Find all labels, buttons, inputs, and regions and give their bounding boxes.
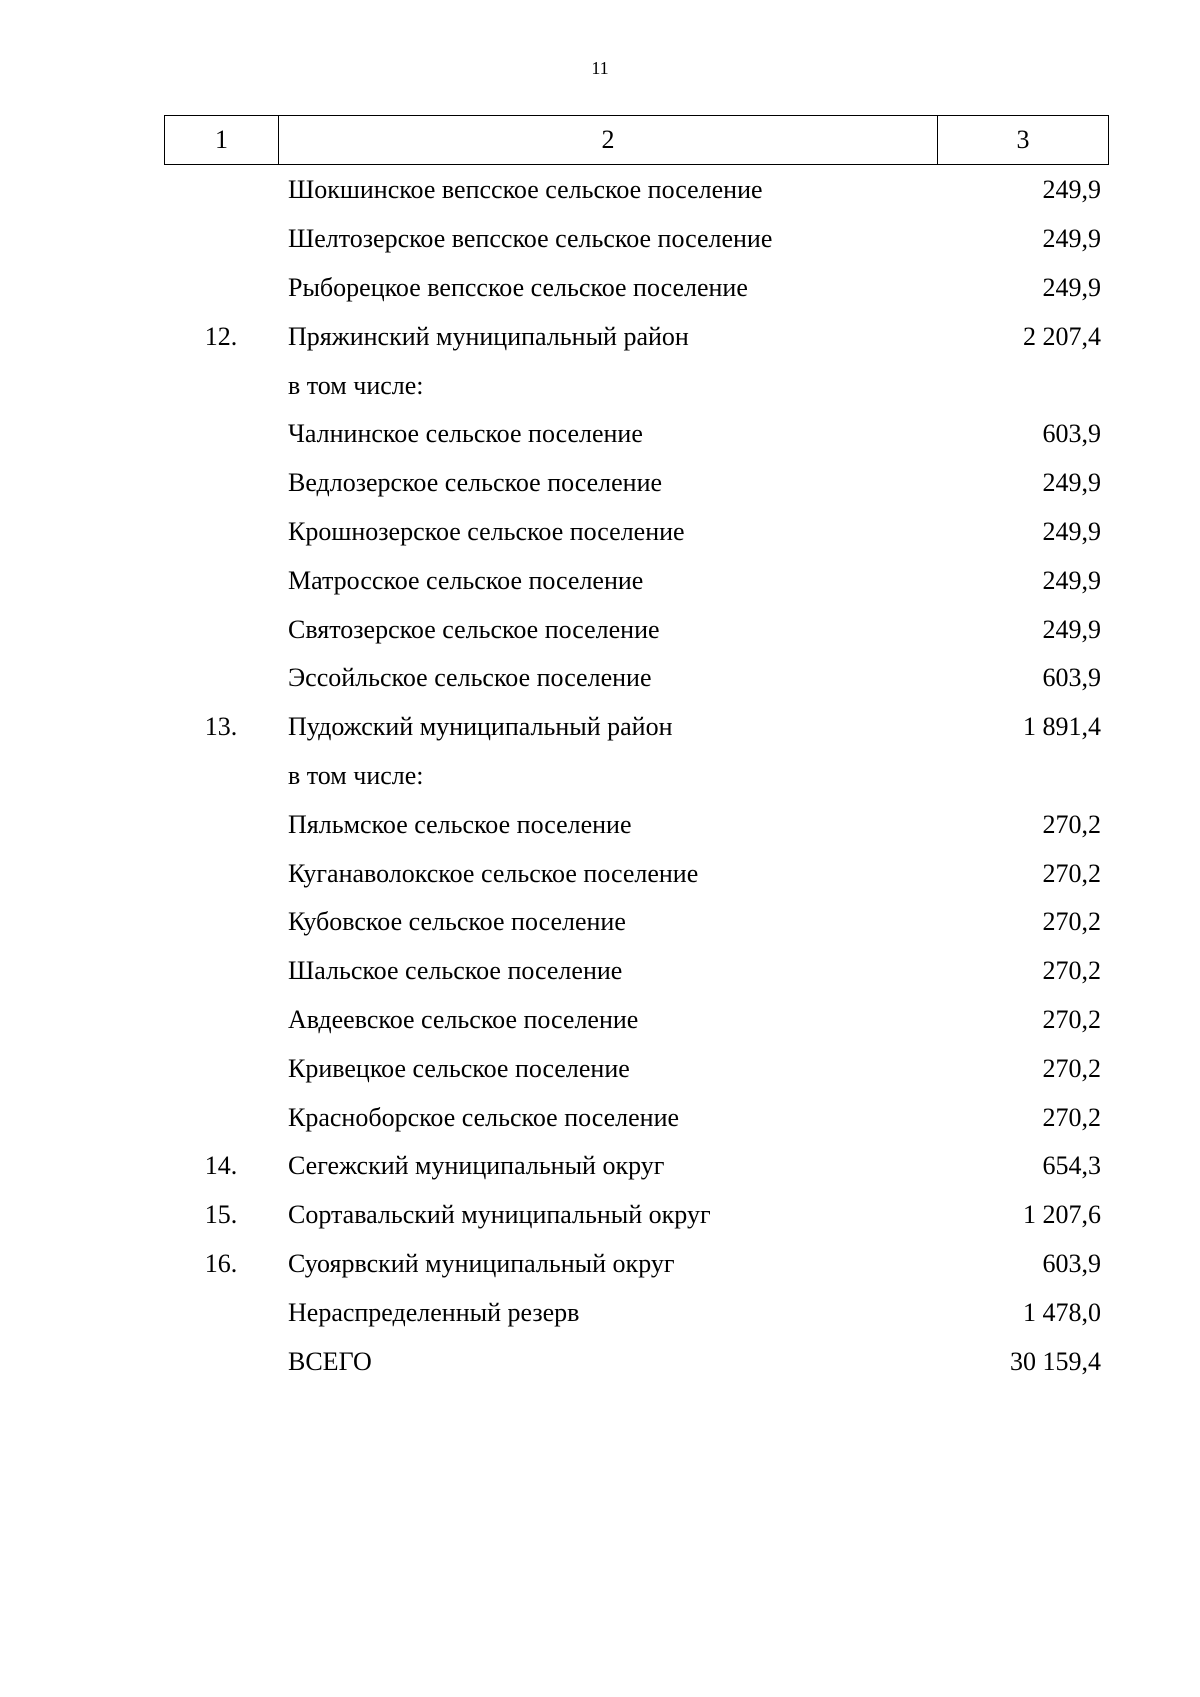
header-col-1: 1 [165, 116, 279, 164]
row-number: 12. [204, 321, 238, 351]
row-value: 270,2 [1042, 907, 1101, 937]
table-row [164, 1044, 1109, 1093]
table-row [164, 264, 1109, 313]
row-value: 1 207,6 [1023, 1200, 1101, 1230]
row-name: Красноборское сельское поселение [288, 1102, 680, 1132]
row-name: Эссойльское сельское поселение [288, 663, 652, 693]
row-value: 270,2 [1042, 1004, 1101, 1034]
row-name: ВСЕГО [288, 1346, 372, 1376]
row-name: Пряжинский муниципальный район [288, 321, 689, 351]
row-name: Рыборецкое вепсское сельское поселение [288, 272, 748, 302]
row-name: Святозерское сельское поселение [288, 614, 660, 644]
row-value: 270,2 [1042, 809, 1101, 839]
table-row [164, 752, 1109, 801]
table-row [164, 1191, 1109, 1240]
table-row [164, 605, 1109, 654]
row-name: Куганаволокское сельское поселение [288, 858, 699, 888]
table-row [164, 849, 1109, 898]
row-value: 249,9 [1042, 614, 1101, 644]
row-value: 249,9 [1042, 175, 1101, 205]
row-name: Крошнозерское сельское поселение [288, 516, 685, 546]
row-number: 14. [204, 1151, 238, 1181]
row-value: 270,2 [1042, 858, 1101, 888]
table-row [164, 556, 1109, 605]
table-row [164, 898, 1109, 947]
table-row [164, 800, 1109, 849]
row-name: Шелтозерское вепсское сельское поселение [288, 224, 773, 254]
table-body [164, 166, 1109, 1386]
row-value: 30 159,4 [1010, 1346, 1101, 1376]
row-value: 270,2 [1042, 1053, 1101, 1083]
row-value: 654,3 [1042, 1151, 1101, 1181]
row-value: 249,9 [1042, 565, 1101, 595]
table-row [164, 410, 1109, 459]
row-name: Сортавальский муниципальный округ [288, 1200, 711, 1230]
row-value: 603,9 [1042, 663, 1101, 693]
table-header [164, 115, 1109, 165]
row-value: 270,2 [1042, 1102, 1101, 1132]
row-value: 249,9 [1042, 272, 1101, 302]
table-row [164, 996, 1109, 1045]
row-name: в том числе: [288, 760, 424, 790]
table-row [164, 947, 1109, 996]
row-value: 1 891,4 [1023, 712, 1101, 742]
row-number: 16. [204, 1248, 238, 1278]
row-name: в том числе: [288, 370, 424, 400]
page-number: 11 [591, 58, 609, 78]
header-col-2: 2 [279, 116, 938, 164]
table-row [164, 1240, 1109, 1289]
header-col-3: 3 [1016, 125, 1030, 154]
row-value: 1 478,0 [1023, 1297, 1101, 1327]
row-name: Ведлозерское сельское поселение [288, 468, 663, 498]
table-row [164, 1142, 1109, 1191]
table-row [164, 215, 1109, 264]
row-name: Матросское сельское поселение [288, 565, 644, 595]
table-row [164, 361, 1109, 410]
row-name: Кривецкое сельское поселение [288, 1053, 630, 1083]
row-name: Суоярвский муниципальный округ [288, 1248, 675, 1278]
table-row [164, 1337, 1109, 1386]
table-row [164, 1093, 1109, 1142]
row-number: 13. [204, 712, 238, 742]
table-row [164, 166, 1109, 215]
table-row [164, 508, 1109, 557]
row-value: 603,9 [1042, 419, 1101, 449]
row-value: 2 207,4 [1023, 321, 1101, 351]
row-value: 249,9 [1042, 468, 1101, 498]
row-name: Авдеевское сельское поселение [288, 1004, 639, 1034]
table-row [164, 1288, 1109, 1337]
row-name: Шальское сельское поселение [288, 956, 623, 986]
row-value: 249,9 [1042, 516, 1101, 546]
row-name: Пяльмское сельское поселение [288, 809, 632, 839]
row-name: Пудожский муниципальный район [288, 712, 673, 742]
row-name: Чалнинское сельское поселение [288, 419, 643, 449]
table-row [164, 312, 1109, 361]
row-name: Кубовское сельское поселение [288, 907, 626, 937]
row-name: Нераспределенный резерв [288, 1297, 580, 1327]
row-value: 270,2 [1042, 956, 1101, 986]
row-name: Сегежский муниципальный округ [288, 1151, 665, 1181]
table-row [164, 654, 1109, 703]
table-row [164, 703, 1109, 752]
row-value: 249,9 [1042, 224, 1101, 254]
row-number: 15. [204, 1200, 238, 1230]
row-value: 603,9 [1042, 1248, 1101, 1278]
table-row [164, 459, 1109, 508]
row-name: Шокшинское вепсское сельское поселение [288, 175, 763, 205]
